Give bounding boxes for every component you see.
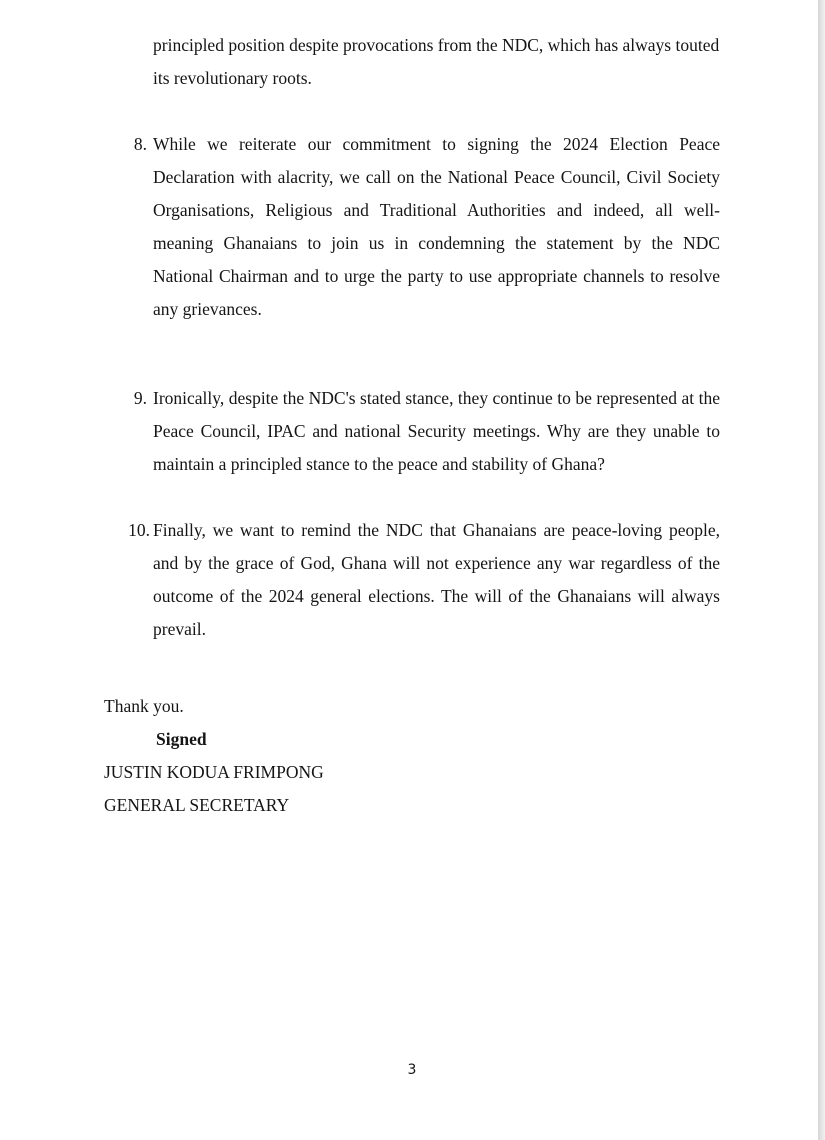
paragraph-8: While we reiterate our commitment to signing the 2024 Election Peace Declaration with alacrity, we call on the National Peace Council, Civil Society Organisations, Religious and Traditional Authorities and indeed, all well-meaning Ghanaians to join us in condemning the statement by the NDC National Chairman and to urge the party to use appropriate channels to resolve any grievances. xyxy=(153,134,720,319)
item-number-9: 9. xyxy=(133,388,147,408)
signed-label: Signed xyxy=(156,729,207,749)
page-edge-shadow xyxy=(818,0,825,1140)
page-number: 3 xyxy=(407,1062,417,1078)
signatory-title: GENERAL SECRETARY xyxy=(104,795,290,815)
paragraph-10: Finally, we want to remind the NDC that Ghanaians are peace-loving people, and by the grace of God, Ghana will not experience any war regardless of the outcome of the 2024 general elections. The will of the Ghanaians will always prevail. xyxy=(153,520,720,639)
item-number-10: 10. xyxy=(128,520,150,540)
item-number-8: 8. xyxy=(133,134,147,154)
closing-thanks: Thank you. xyxy=(104,696,184,716)
paragraph-9: Ironically, despite the NDC's stated stance, they continue to be represented at the Peace Council, IPAC and national Security meetings. Why are they unable to maintain a principled stance to the peace and stability of Ghana? xyxy=(153,388,720,474)
signatory-name: JUSTIN KODUA FRIMPONG xyxy=(104,762,324,782)
paragraph-continuation: principled position despite provocations from the NDC, which has always touted its revolutionary roots. xyxy=(153,35,720,88)
